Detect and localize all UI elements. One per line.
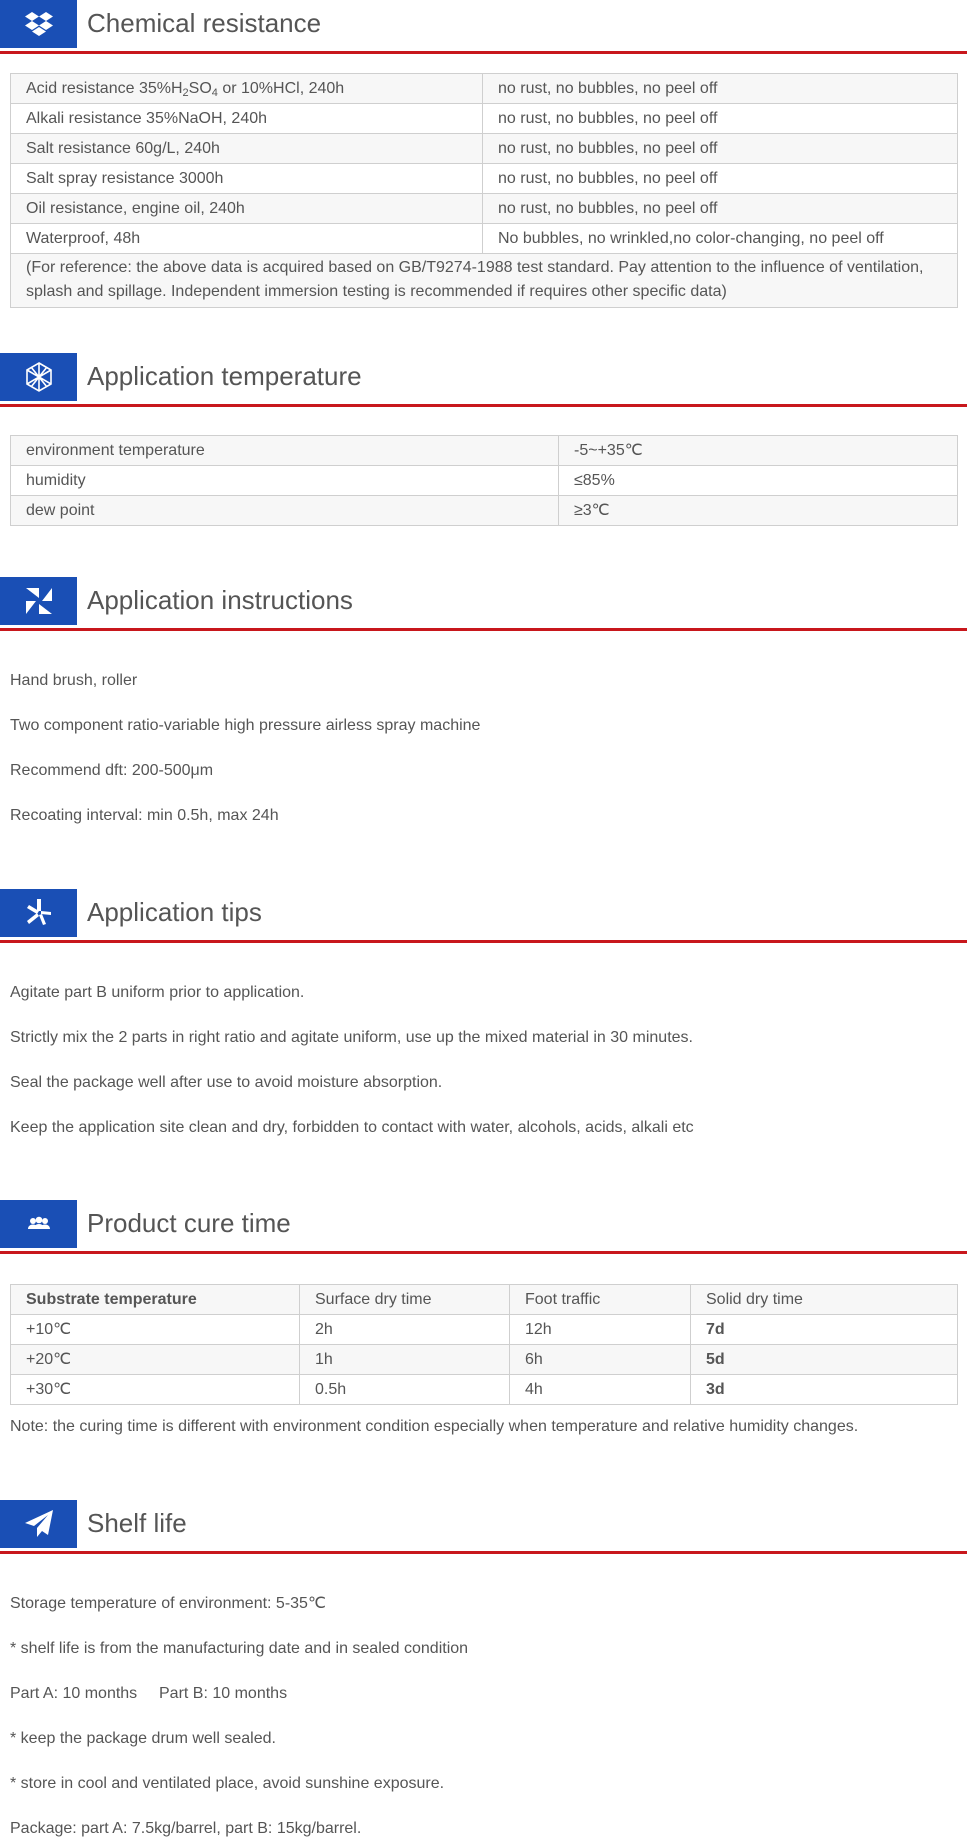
- section-header: [0, 889, 967, 945]
- section-shelf-life: [0, 1500, 967, 1841]
- row-value: no rust, no bubbles, no peel off: [483, 104, 958, 134]
- table-row: [11, 436, 958, 466]
- row-value: no rust, no bubbles, no peel off: [483, 134, 958, 164]
- table-cell: 2h: [300, 1315, 510, 1345]
- row-value: ≤85%: [559, 466, 958, 496]
- table-cell: 12h: [510, 1315, 691, 1345]
- tip-line: Seal the package well after use to avoid moisture absorption.: [10, 1074, 443, 1091]
- row-value: -5~+35℃: [559, 436, 958, 466]
- row-label: Salt resistance 60g/L, 240h: [11, 134, 483, 164]
- table-cell: +20℃: [11, 1345, 300, 1375]
- tip-line: Strictly mix the 2 parts in right ratio and agitate uniform, use up the mixed material in 30 minutes.: [10, 1029, 693, 1046]
- group-users-icon: [0, 1200, 77, 1248]
- shelf-line: * store in cool and ventilated place, avoid sunshine exposure.: [10, 1775, 445, 1792]
- table-cell: 4h: [510, 1375, 691, 1405]
- table-cell: 7d: [691, 1315, 958, 1345]
- row-value: ≥3℃: [559, 496, 958, 526]
- table-row: [11, 194, 958, 224]
- row-label: humidity: [11, 466, 559, 496]
- table-row: [11, 466, 958, 496]
- hexagon-lattice-icon: [0, 353, 77, 401]
- row-label: Salt spray resistance 3000h: [11, 164, 483, 194]
- table-cell: 3d: [691, 1375, 958, 1405]
- section-header: [0, 353, 967, 409]
- table-cell: 5d: [691, 1345, 958, 1375]
- shelf-line: Package: part A: 7.5kg/barrel, part B: 15kg/barrel.: [10, 1820, 362, 1837]
- table-row-note: [11, 254, 958, 308]
- section-header: [0, 1500, 967, 1556]
- section-header: [0, 0, 967, 56]
- table-row: [11, 1375, 958, 1405]
- tip-line: Agitate part B uniform prior to application.: [10, 984, 305, 1001]
- table-row: [11, 496, 958, 526]
- reference-note: [11, 254, 958, 308]
- dropbox-icon: [0, 0, 77, 48]
- application-temperature-table: [10, 435, 958, 526]
- cure-time-table: [10, 1284, 958, 1405]
- row-value: no rust, no bubbles, no peel off: [483, 164, 958, 194]
- section-title: Product cure time: [87, 1208, 291, 1238]
- shelf-line-part-a: Part A: 10 months: [10, 1685, 138, 1702]
- section-title: Application temperature: [87, 361, 362, 391]
- row-value: no rust, no bubbles, no peel off: [483, 74, 958, 104]
- section-header: [0, 577, 967, 633]
- note-line: splash and spillage. Independent immersion testing is recommended if requires other specific data): [26, 283, 727, 300]
- section-title: Application instructions: [87, 585, 353, 615]
- table-row: [11, 1345, 958, 1375]
- shelf-line: * shelf life is from the manufacturing date and in sealed condition: [10, 1640, 469, 1657]
- table-cell: +10℃: [11, 1315, 300, 1345]
- section-application-tips: [0, 889, 967, 1149]
- row-value: no rust, no bubbles, no peel off: [483, 194, 958, 224]
- shelf-line: * keep the package drum well sealed.: [10, 1730, 276, 1747]
- section-header: [0, 1200, 967, 1256]
- note-line: (For reference: the above data is acquired based on GB/T9274-1988 test standard. Pay attention to the influence of ventilation,: [26, 259, 924, 276]
- section-application-temperature: [0, 353, 967, 533]
- paper-plane-icon: [0, 1500, 77, 1548]
- table-cell: +30℃: [11, 1375, 300, 1405]
- table-row: [11, 74, 958, 104]
- pinwheel-icon: [0, 577, 77, 625]
- yelp-flower-icon: [0, 889, 77, 937]
- row-value: No bubbles, no wrinkled,no color-changing, no peel off: [483, 224, 958, 254]
- section-title: Chemical resistance: [87, 8, 322, 38]
- table-row: [11, 164, 958, 194]
- divider: [0, 1251, 967, 1254]
- divider: [0, 1551, 967, 1554]
- section-chemical-resistance: [0, 0, 967, 310]
- section-application-instructions: [0, 577, 967, 837]
- tip-line: Keep the application site clean and dry, forbidden to contact with water, alcohols, acids, alkali etc: [10, 1119, 694, 1136]
- table-row: [11, 1315, 958, 1345]
- section-product-cure-time: [0, 1200, 967, 1450]
- row-label: Waterproof, 48h: [11, 224, 483, 254]
- table-row: [11, 134, 958, 164]
- row-label: dew point: [11, 496, 559, 526]
- section-title: Shelf life: [87, 1508, 187, 1538]
- shelf-line: Storage temperature of environment: 5-35℃: [10, 1595, 326, 1612]
- instruction-line: Hand brush, roller: [10, 672, 138, 689]
- row-label: Acid resistance $35\%H_2SO_4$ or 10%HCl, 240h: [11, 74, 483, 104]
- table-row: [11, 224, 958, 254]
- divider: [0, 628, 967, 631]
- table-cell: 0.5h: [300, 1375, 510, 1405]
- table-cell: 1h: [300, 1345, 510, 1375]
- row-label: Alkali resistance 35%NaOH, 240h: [11, 104, 483, 134]
- divider: [0, 51, 967, 54]
- column-header: Solid dry time: [691, 1285, 958, 1315]
- chemical-resistance-table: [10, 73, 958, 308]
- instruction-line: Two component ratio-variable high pressure airless spray machine: [10, 717, 481, 734]
- table-cell: 6h: [510, 1345, 691, 1375]
- divider: [0, 404, 967, 407]
- instruction-line: Recoating interval: min 0.5h, max 24h: [10, 807, 279, 824]
- column-header: Substrate temperature: [11, 1285, 300, 1315]
- cure-note: Note: the curing time is different with environment condition especially when temperature and relative humidity changes.: [10, 1418, 859, 1435]
- table-row: [11, 104, 958, 134]
- column-header: Foot traffic: [510, 1285, 691, 1315]
- shelf-line-part-b: Part B: 10 months: [159, 1685, 288, 1702]
- instruction-line: Recommend dft: 200-500μm: [10, 762, 214, 779]
- divider: [0, 940, 967, 943]
- row-label: environment temperature: [11, 436, 559, 466]
- table-header-row: [11, 1285, 958, 1315]
- section-title: Application tips: [87, 897, 262, 927]
- column-header: Surface dry time: [300, 1285, 510, 1315]
- row-label: Oil resistance, engine oil, 240h: [11, 194, 483, 224]
